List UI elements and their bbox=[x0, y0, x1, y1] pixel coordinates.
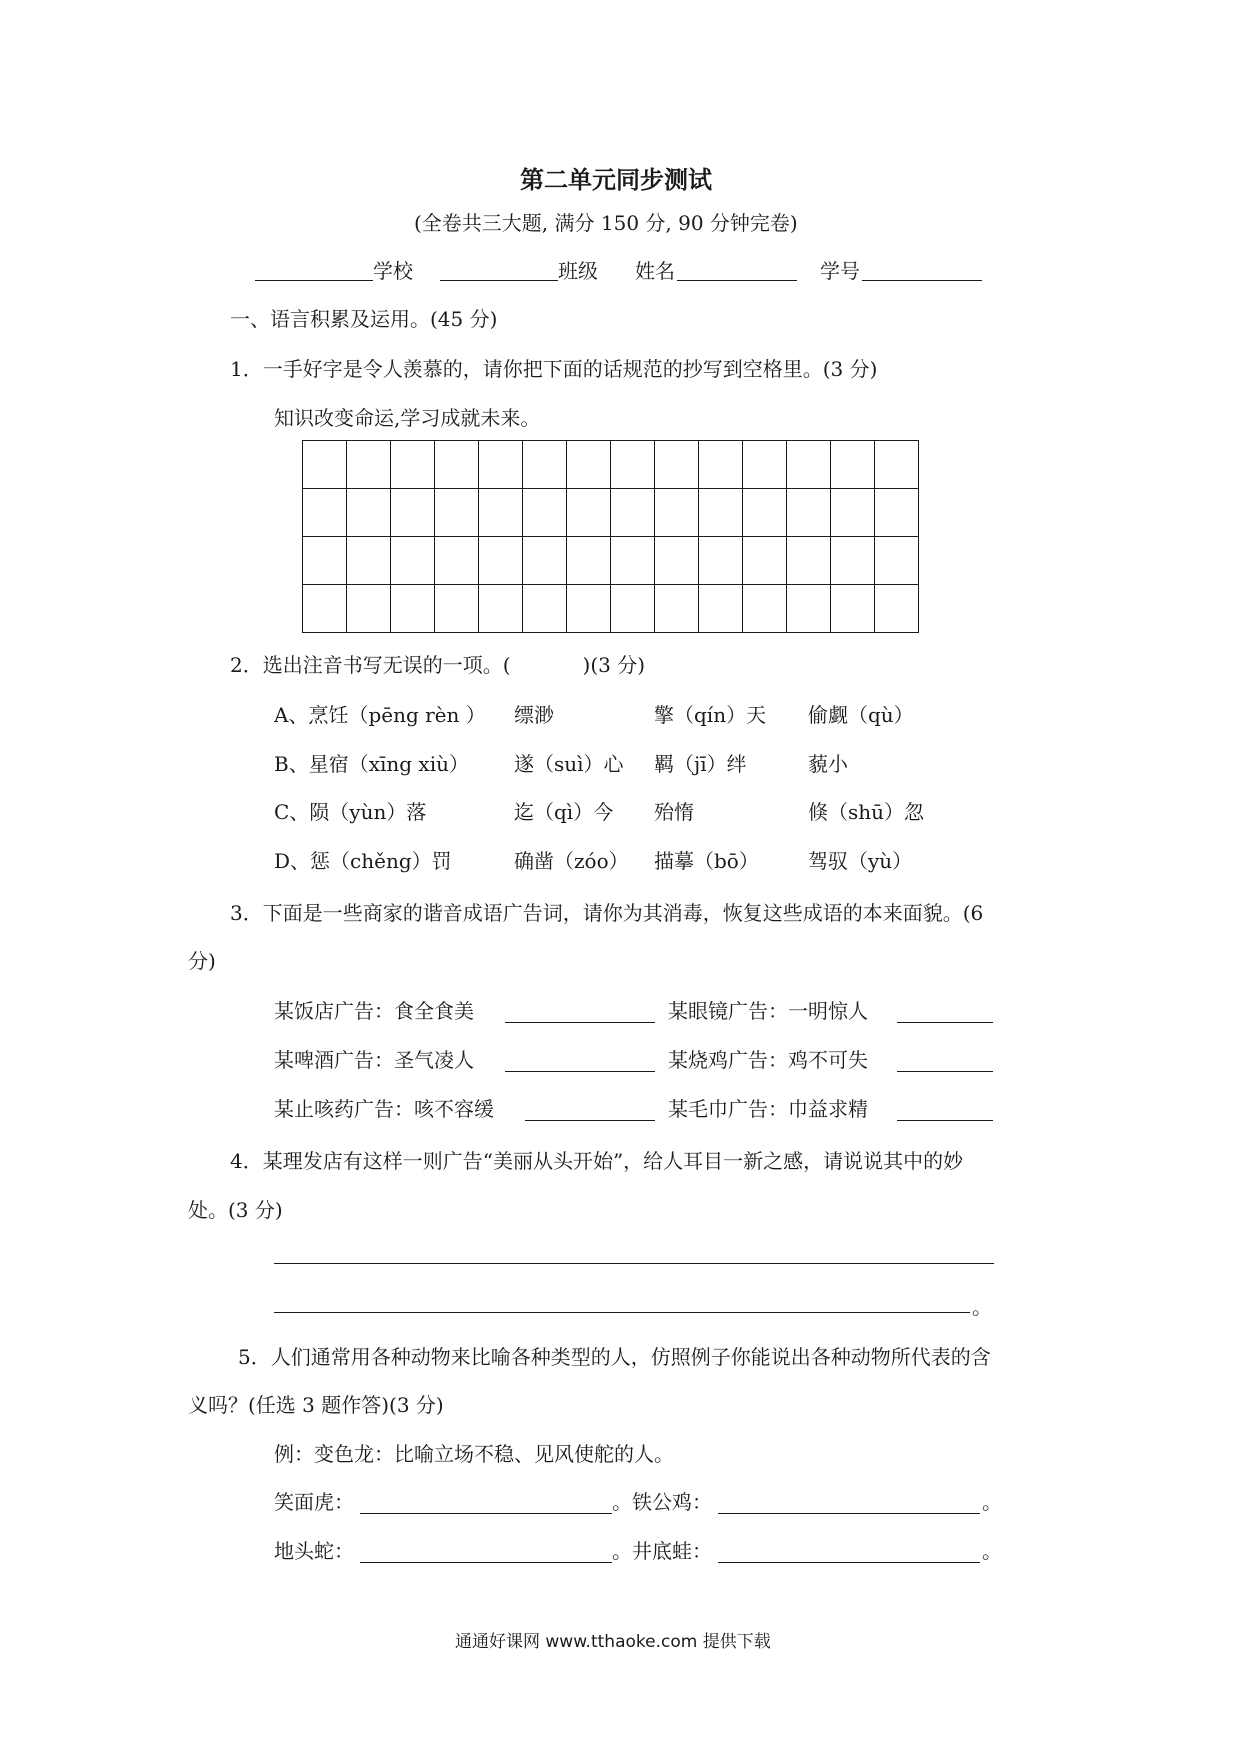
q5-end-3: 。 bbox=[612, 1539, 632, 1563]
grid-row bbox=[303, 441, 919, 489]
copy-grid[interactable] bbox=[302, 440, 919, 633]
grid-cell[interactable] bbox=[831, 441, 875, 489]
name-label: 姓名 bbox=[635, 259, 675, 283]
option-c-2: 迄（qì）今 bbox=[514, 800, 614, 824]
grid-cell[interactable] bbox=[303, 489, 347, 537]
class-label: 班级 bbox=[558, 259, 598, 283]
grid-cell[interactable] bbox=[303, 537, 347, 585]
grid-cell[interactable] bbox=[479, 441, 523, 489]
grid-cell[interactable] bbox=[435, 489, 479, 537]
grid-cell[interactable] bbox=[875, 441, 919, 489]
grid-cell[interactable] bbox=[787, 489, 831, 537]
grid-cell[interactable] bbox=[479, 489, 523, 537]
q4-answer-line-2[interactable] bbox=[274, 1312, 970, 1313]
q3-item-2: 某眼镜广告：一明惊人 bbox=[668, 999, 868, 1023]
option-c-4: 倏（shū）忽 bbox=[808, 800, 925, 824]
grid-row bbox=[303, 537, 919, 585]
option-a-3: 擎（qín）天 bbox=[654, 703, 767, 727]
grid-cell[interactable] bbox=[831, 585, 875, 633]
q5-end-4: 。 bbox=[982, 1539, 1002, 1563]
option-a-4: 偷觑（qù） bbox=[808, 703, 914, 727]
grid-cell[interactable] bbox=[435, 537, 479, 585]
option-c-1: C、陨（yùn）落 bbox=[274, 800, 427, 824]
q5-item-4: 井底蛙： bbox=[632, 1539, 712, 1563]
grid-row bbox=[303, 585, 919, 633]
grid-cell[interactable] bbox=[743, 585, 787, 633]
q1-sentence: 知识改变命运,学习成就未来。 bbox=[274, 406, 541, 430]
grid-cell[interactable] bbox=[699, 537, 743, 585]
q3-item-5: 某止咳药广告：咳不容缓 bbox=[274, 1097, 494, 1121]
q3-text-line1: 3．下面是一些商家的谐音成语广告词，请你为其消毒，恢复这些成语的本来面貌。(6 bbox=[230, 901, 984, 925]
grid-cell[interactable] bbox=[743, 489, 787, 537]
page-title: 第二单元同步测试 bbox=[520, 166, 712, 194]
option-d-2: 确凿（zóo） bbox=[514, 849, 629, 873]
q5-example: 例：变色龙：比喻立场不稳、见风使舵的人。 bbox=[274, 1442, 674, 1466]
grid-cell[interactable] bbox=[875, 489, 919, 537]
grid-cell[interactable] bbox=[479, 585, 523, 633]
q2-score: )(3 分) bbox=[582, 653, 646, 677]
q5-answer-1[interactable] bbox=[360, 1513, 612, 1514]
q4-answer-line-1[interactable] bbox=[274, 1263, 994, 1264]
q2-stem: 2．选出注音书写无误的一项。( bbox=[230, 653, 511, 677]
q5-answer-4[interactable] bbox=[718, 1562, 980, 1563]
grid-cell[interactable] bbox=[567, 441, 611, 489]
option-d-4: 驾驭（yù） bbox=[808, 849, 913, 873]
q2-text bbox=[230, 652, 645, 678]
grid-cell[interactable] bbox=[523, 537, 567, 585]
grid-cell[interactable] bbox=[391, 585, 435, 633]
section-heading: 一、语言积累及运用。(45 分) bbox=[230, 307, 498, 331]
q5-answer-2[interactable] bbox=[718, 1513, 980, 1514]
grid-cell[interactable] bbox=[787, 441, 831, 489]
grid-cell[interactable] bbox=[391, 537, 435, 585]
option-b-1: B、星宿（xīng xiù） bbox=[274, 752, 469, 776]
option-a-1: A、烹饪（pēng rèn ） bbox=[274, 703, 486, 727]
grid-cell[interactable] bbox=[699, 585, 743, 633]
grid-cell[interactable] bbox=[479, 537, 523, 585]
number-label: 学号 bbox=[820, 259, 860, 283]
school-blank[interactable] bbox=[255, 262, 373, 281]
q3-item-1: 某饭店广告：食全食美 bbox=[274, 999, 474, 1023]
q3-item-3: 某啤酒广告：圣气凌人 bbox=[274, 1048, 474, 1072]
option-c-3: 殆惰 bbox=[654, 800, 694, 824]
grid-cell[interactable] bbox=[391, 441, 435, 489]
grid-cell[interactable] bbox=[655, 537, 699, 585]
grid-cell[interactable] bbox=[743, 441, 787, 489]
q3-answer-1[interactable] bbox=[505, 1022, 655, 1023]
grid-cell[interactable] bbox=[567, 585, 611, 633]
q3-answer-2[interactable] bbox=[897, 1022, 993, 1023]
q5-text-line2: 义吗？(任选 3 题作答)(3 分) bbox=[188, 1393, 444, 1417]
grid-cell[interactable] bbox=[347, 537, 391, 585]
grid-cell[interactable] bbox=[655, 441, 699, 489]
option-b-2: 遂（suì）心 bbox=[514, 752, 624, 776]
grid-cell[interactable] bbox=[831, 537, 875, 585]
grid-cell[interactable] bbox=[699, 441, 743, 489]
option-b-3: 羁（jī）绊 bbox=[654, 752, 747, 776]
q3-text-line2: 分) bbox=[188, 949, 216, 973]
grid-cell[interactable] bbox=[611, 441, 655, 489]
grid-cell[interactable] bbox=[303, 441, 347, 489]
grid-cell[interactable] bbox=[611, 489, 655, 537]
grid-cell[interactable] bbox=[611, 537, 655, 585]
grid-cell[interactable] bbox=[523, 585, 567, 633]
grid-cell[interactable] bbox=[391, 489, 435, 537]
number-blank[interactable] bbox=[862, 262, 982, 281]
q5-item-1: 笑面虎： bbox=[274, 1490, 354, 1514]
grid-cell[interactable] bbox=[655, 585, 699, 633]
option-b-4: 藐小 bbox=[808, 752, 848, 776]
grid-cell[interactable] bbox=[567, 537, 611, 585]
name-blank[interactable] bbox=[677, 262, 797, 281]
grid-cell[interactable] bbox=[611, 585, 655, 633]
q4-end-mark: 。 bbox=[972, 1295, 992, 1319]
grid-cell[interactable] bbox=[787, 537, 831, 585]
option-d-1: D、惩（chěng）罚 bbox=[274, 849, 452, 873]
grid-row bbox=[303, 489, 919, 537]
school-label: 学校 bbox=[373, 259, 413, 283]
grid-cell[interactable] bbox=[831, 489, 875, 537]
grid-cell[interactable] bbox=[875, 585, 919, 633]
grid-cell[interactable] bbox=[567, 489, 611, 537]
grid-cell[interactable] bbox=[435, 585, 479, 633]
grid-cell[interactable] bbox=[875, 537, 919, 585]
grid-cell[interactable] bbox=[303, 585, 347, 633]
q4-text-line1: 4．某理发店有这样一则广告“美丽从头开始”，给人耳目一新之感，请说说其中的妙 bbox=[230, 1149, 964, 1173]
grid-cell[interactable] bbox=[655, 489, 699, 537]
grid-cell[interactable] bbox=[699, 489, 743, 537]
grid-cell[interactable] bbox=[523, 489, 567, 537]
grid-cell[interactable] bbox=[347, 441, 391, 489]
grid-cell[interactable] bbox=[787, 585, 831, 633]
grid-cell[interactable] bbox=[347, 585, 391, 633]
q5-end-1: 。 bbox=[612, 1490, 632, 1514]
grid-cell[interactable] bbox=[523, 441, 567, 489]
exam-subtitle: (全卷共三大题, 满分 150 分, 90 分钟完卷) bbox=[414, 211, 798, 235]
q5-end-2: 。 bbox=[982, 1490, 1002, 1514]
q3-answer-4[interactable] bbox=[897, 1071, 993, 1072]
q1-text: 1．一手好字是令人羡慕的，请你把下面的话规范的抄写到空格里。(3 分) bbox=[230, 357, 878, 381]
grid-cell[interactable] bbox=[347, 489, 391, 537]
q5-answer-3[interactable] bbox=[360, 1562, 612, 1563]
q3-item-6: 某毛巾广告：巾益求精 bbox=[668, 1097, 868, 1121]
page-footer: 通通好课网 www.tthaoke.com 提供下载 bbox=[455, 1632, 771, 1652]
q5-item-2: 铁公鸡： bbox=[632, 1490, 712, 1514]
grid-cell[interactable] bbox=[435, 441, 479, 489]
option-d-3: 描摹（bō） bbox=[654, 849, 759, 873]
q3-answer-5[interactable] bbox=[525, 1120, 655, 1121]
q3-answer-6[interactable] bbox=[897, 1120, 993, 1121]
q4-text-line2: 处。(3 分) bbox=[188, 1198, 283, 1222]
q3-answer-3[interactable] bbox=[505, 1071, 655, 1072]
q3-item-4: 某烧鸡广告：鸡不可失 bbox=[668, 1048, 868, 1072]
grid-cell[interactable] bbox=[743, 537, 787, 585]
q5-item-3: 地头蛇： bbox=[274, 1539, 354, 1563]
q5-text-line1: 5．人们通常用各种动物来比喻各种类型的人，仿照例子你能说出各种动物所代表的含 bbox=[238, 1345, 991, 1369]
class-blank[interactable] bbox=[440, 262, 558, 281]
option-a-2: 缥渺 bbox=[514, 703, 554, 727]
